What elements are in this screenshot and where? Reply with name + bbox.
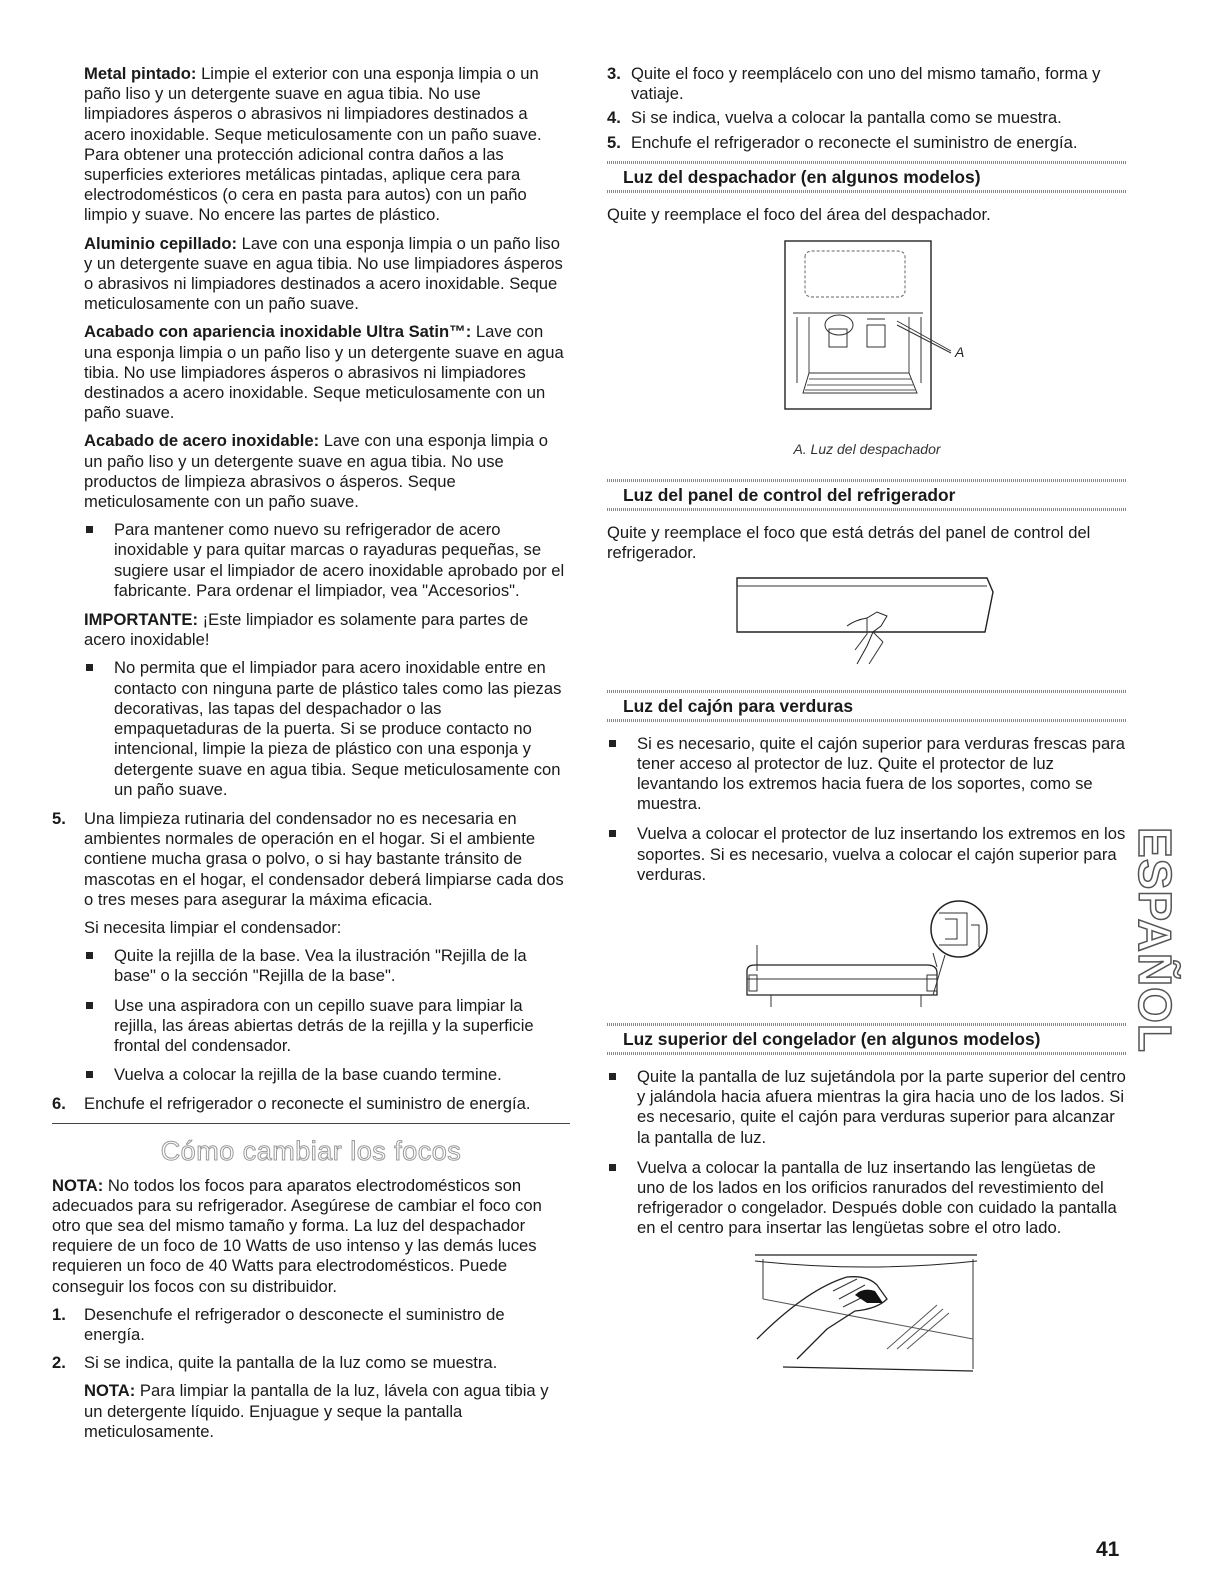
list-item-6: 6. Enchufe el refrigerador o reconecte el suministro de energía. <box>52 1094 531 1114</box>
paragraph-despachador: Quite y reemplace el foco del área del despachador. <box>607 204 991 224</box>
paragraph-ultra-satin: Acabado con apariencia inoxidable Ultra Satin™: Lave con una esponja limpia o un paño liso y un detergente suave en agua tibia. No use limpiadores ásperos o abrasivos ni limpiadores destinados a acero inoxidable. Seque meticulosamente con un paño suave. <box>84 322 564 423</box>
bullet-condensador-1: Quite la rejilla de la base. Vea la ilustración "Rejilla de la base" o la sección "Rejilla de la base". <box>52 946 570 986</box>
heading-luz-despachador: Luz del despachador (en algunos modelos) <box>607 161 1127 193</box>
list-item-5: 5. Una limpieza rutinaria del condensador no es necesaria en ambientes normales de operación en el hogar. Si el ambiente contiene mucha grasa o polvo, o si hay bastante tránsito de mascotas en el hogar, el condensador deberá limpiarse cada dos o tres meses para asegurar la máxima eficacia. <box>52 808 564 909</box>
bullet-cajon-1: Si es necesario, quite el cajón superior para verduras frescas para tener acceso al protector de luz. Quite el protector de luz levantando los extremos hacia fuera de los soportes, como se muestra. <box>607 734 1127 815</box>
paragraph-condensador-intro: Si necesita limpiar el condensador: <box>84 917 342 937</box>
bullet-condensador-2: Use una aspiradora con un cepillo suave para limpiar la rejilla, las áreas abiertas detrás de la rejilla y la superficie frontal del condensador. <box>52 996 570 1057</box>
paragraph-panel-control: Quite y reemplace el foco que está detrás del panel de control del refrigerador. <box>607 523 1091 563</box>
heading-luz-cajon-verduras: Luz del cajón para verduras <box>607 690 1127 722</box>
paragraph-aluminio-cepillado: Aluminio cepillado: Lave con una esponja limpia o un paño liso y un detergente suave en agua tibia. No use limpiadores ásperos o abrasivos ni limpiadores destinados a acero inoxidable. Seque meticulosamente con un paño suave. <box>84 233 563 314</box>
list-item-5-right: 5. Enchufe el refrigerador o reconecte el suministro de energía. <box>607 132 1078 152</box>
paragraph-acero-inoxidable: Acabado de acero inoxidable: Lave con una esponja limpia o un paño liso y un detergente suave en agua tibia. No use productos de limpieza abrasivos o ásperos. Seque meticulosamente con un paño suave. <box>84 431 548 512</box>
list-item-3: 3. Quite el foco y reemplácelo con uno del mismo tamaño, forma y vatiaje. <box>607 64 1101 104</box>
list-item-4: 4. Si se indica, vuelva a colocar la pantalla como se muestra. <box>607 108 1062 128</box>
paragraph-nota-pantalla: NOTA: Para limpiar la pantalla de la luz, lávela con agua tibia y un detergente líquido. Enjuague y seque la pantalla meticulosamente. <box>84 1381 549 1441</box>
bullet-congelador-2: Vuelva a colocar la pantalla de luz insertando las lengüetas de uno de los lados en los orificios ranurados del revestimiento del refrigerador o congelador. Después doble con cuidado la pantalla en el centro para insertar las lengüetas sobre el otro lado. <box>607 1158 1127 1239</box>
bullet-condensador-3: Vuelva a colocar la rejilla de la base cuando termine. <box>52 1065 570 1085</box>
dispenser-light-illustration <box>757 233 977 433</box>
section-title: Cómo cambiar los focos <box>160 1135 462 1166</box>
figure-label-a: A <box>955 344 965 361</box>
left-column <box>52 64 570 1450</box>
control-panel-light-illustration <box>717 572 1017 682</box>
heading-luz-congelador: Luz superior del congelador (en algunos modelos) <box>607 1023 1127 1055</box>
section-divider <box>52 1123 570 1124</box>
right-column <box>607 64 1127 1379</box>
page-number: 41 <box>1096 1538 1120 1561</box>
bullet-cajon-2: Vuelva a colocar el protector de luz insertando los extremos en los soportes. Si es necesario, vuelva a colocar el cajón superior para verduras. <box>607 824 1127 885</box>
paragraph-nota: NOTA: No todos los focos para aparatos electrodomésticos son adecuados para su refrigerador. Asegúrese de cambiar el foco con otro que sea del mismo tamaño y forma. La luz del despachador requiere de un foco de 10 Watts de uso intenso y las demás luces requieren un foco de 40 Watts para electrodomésticos. Puede conseguir los focos con su distribuidor. <box>52 1175 542 1296</box>
crisper-light-illustration <box>727 895 1007 1015</box>
language-side-tab: ESPAÑOL <box>1129 827 1182 1053</box>
paragraph-importante: IMPORTANTE: ¡Este limpiador es solamente para partes de acero inoxidable! <box>84 610 529 650</box>
heading-luz-panel-control: Luz del panel de control del refrigerador <box>607 479 1127 511</box>
bullet-limpiador-acero: Para mantener como nuevo su refrigerador de acero inoxidable y para quitar marcas o rayaduras pequeñas, se sugiere usar el limpiador de acero inoxidable aprobado por el fabricante. Para ordenar el limpiador, vea "Accesorios". <box>52 520 570 601</box>
list-item-2: 2. Si se indica, quite la pantalla de la luz como se muestra. <box>52 1353 498 1373</box>
list-item-1: 1. Desenchufe el refrigerador o desconecte el suministro de energía. <box>52 1304 505 1344</box>
bullet-no-plastico: No permita que el limpiador para acero inoxidable entre en contacto con ninguna parte de plástico tales como las piezas decorativas, las tapas del despachador o las empaquetaduras de la puerta. Si se produce contacto no intencional, limpie la pieza de plástico con una esponja y detergente suave en agua tibia. Seque meticulosamente con un paño suave. <box>52 658 570 799</box>
bullet-congelador-1: Quite la pantalla de luz sujetándola por la parte superior del centro y jalándola hacia afuera mientras la gira hacia uno de los lados. Si es necesario, quite el cajón para verduras superior para alcanzar la pantalla de luz. <box>607 1067 1127 1148</box>
caption-despachador: A. Luz del despachador <box>793 441 941 458</box>
paragraph-metal-pintado: Metal pintado: Limpie el exterior con una esponja limpia o un paño liso y un detergente suave en agua tibia. No use limpiadores ásperos o abrasivos ni limpiadores destinados a acero inoxidable. Seque meticulosamente con un paño suave. Para obtener una protección adicional contra daños a las superficies exteriores metálicas pintadas, aplique cera para electrodomésticos (o cera en pasta para autos) con un paño limpio y suave. No encere las partes de plástico. <box>84 64 542 225</box>
freezer-light-illustration <box>737 1249 997 1379</box>
